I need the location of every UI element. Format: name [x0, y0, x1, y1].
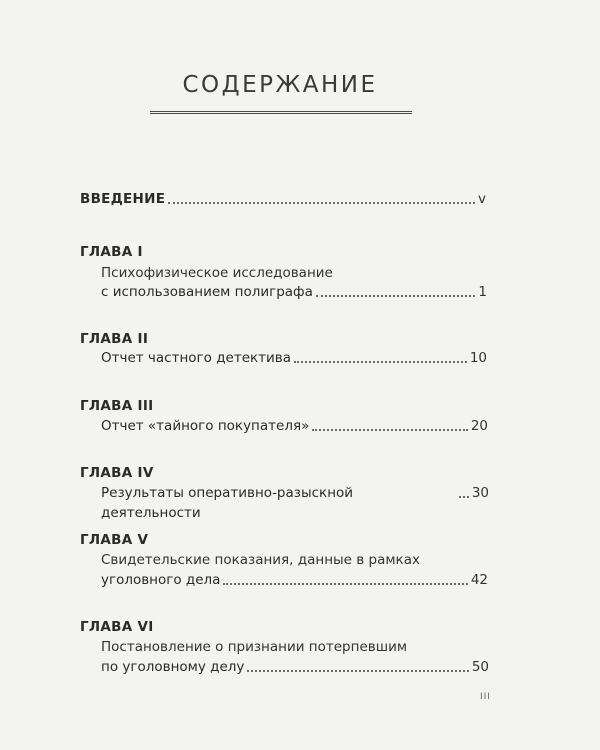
title-underline: [150, 111, 412, 114]
leader-dots: [247, 669, 468, 672]
toc-entry-chapter-2[interactable]: [101, 348, 487, 368]
page-folio: III: [480, 692, 491, 702]
chapter-2-page-number: 10: [469, 350, 487, 366]
leader-dots: [459, 495, 469, 498]
toc-entry-chapter-4[interactable]: [101, 483, 489, 521]
chapter-1-title-line-1: Психофизическое исследование: [101, 265, 333, 281]
toc-entry-intro[interactable]: [80, 189, 486, 209]
toc-entry-chapter-3[interactable]: [101, 416, 488, 436]
page-title: СОДЕРЖАНИЕ: [182, 72, 378, 98]
leader-dots: [168, 201, 475, 204]
chapter-5-title-line-1: Свидетельские показания, данные в рамках: [101, 552, 420, 568]
leader-dots: [312, 428, 467, 431]
toc-entry-chapter-1[interactable]: [101, 282, 487, 302]
chapter-3-page-number: 20: [470, 418, 488, 434]
chapter-4-heading[interactable]: ГЛАВА IV: [80, 465, 154, 481]
chapter-5-title-line-2: уголовного дела: [101, 572, 221, 588]
intro-label: ВВЕДЕНИЕ: [80, 191, 166, 207]
chapter-3-title: Отчет «тайного покупателя»: [101, 418, 310, 434]
chapter-1-title-line-2: с использованием полиграфа: [101, 284, 313, 300]
leader-dots: [223, 582, 467, 585]
chapter-4-page-number: 30: [471, 485, 489, 501]
chapter-5-page-number: 42: [470, 572, 488, 588]
leader-dots: [316, 294, 476, 297]
chapter-5-heading[interactable]: ГЛАВА V: [80, 532, 149, 548]
toc-entry-chapter-5[interactable]: [101, 570, 488, 590]
chapter-6-title-line-2: по уголовному делу: [101, 659, 245, 675]
chapter-6-page-number: 50: [471, 659, 489, 675]
chapter-1-heading[interactable]: ГЛАВА I: [80, 244, 143, 260]
chapter-4-title: Результаты оперативно-разыскной деятельности: [101, 485, 354, 521]
leader-dots: [294, 360, 467, 363]
chapter-2-title: Отчет частного детектива: [101, 350, 292, 366]
chapter-6-heading[interactable]: ГЛАВА VI: [80, 619, 154, 635]
chapter-2-heading[interactable]: ГЛАВА II: [80, 331, 149, 347]
chapter-6-title-line-1: Постановление о признании потерпевшим: [101, 639, 408, 655]
chapter-1-page-number: 1: [478, 284, 487, 300]
intro-page-number: v: [478, 191, 486, 207]
toc-entry-chapter-6[interactable]: [101, 657, 489, 677]
chapter-3-heading[interactable]: ГЛАВА III: [80, 398, 154, 414]
